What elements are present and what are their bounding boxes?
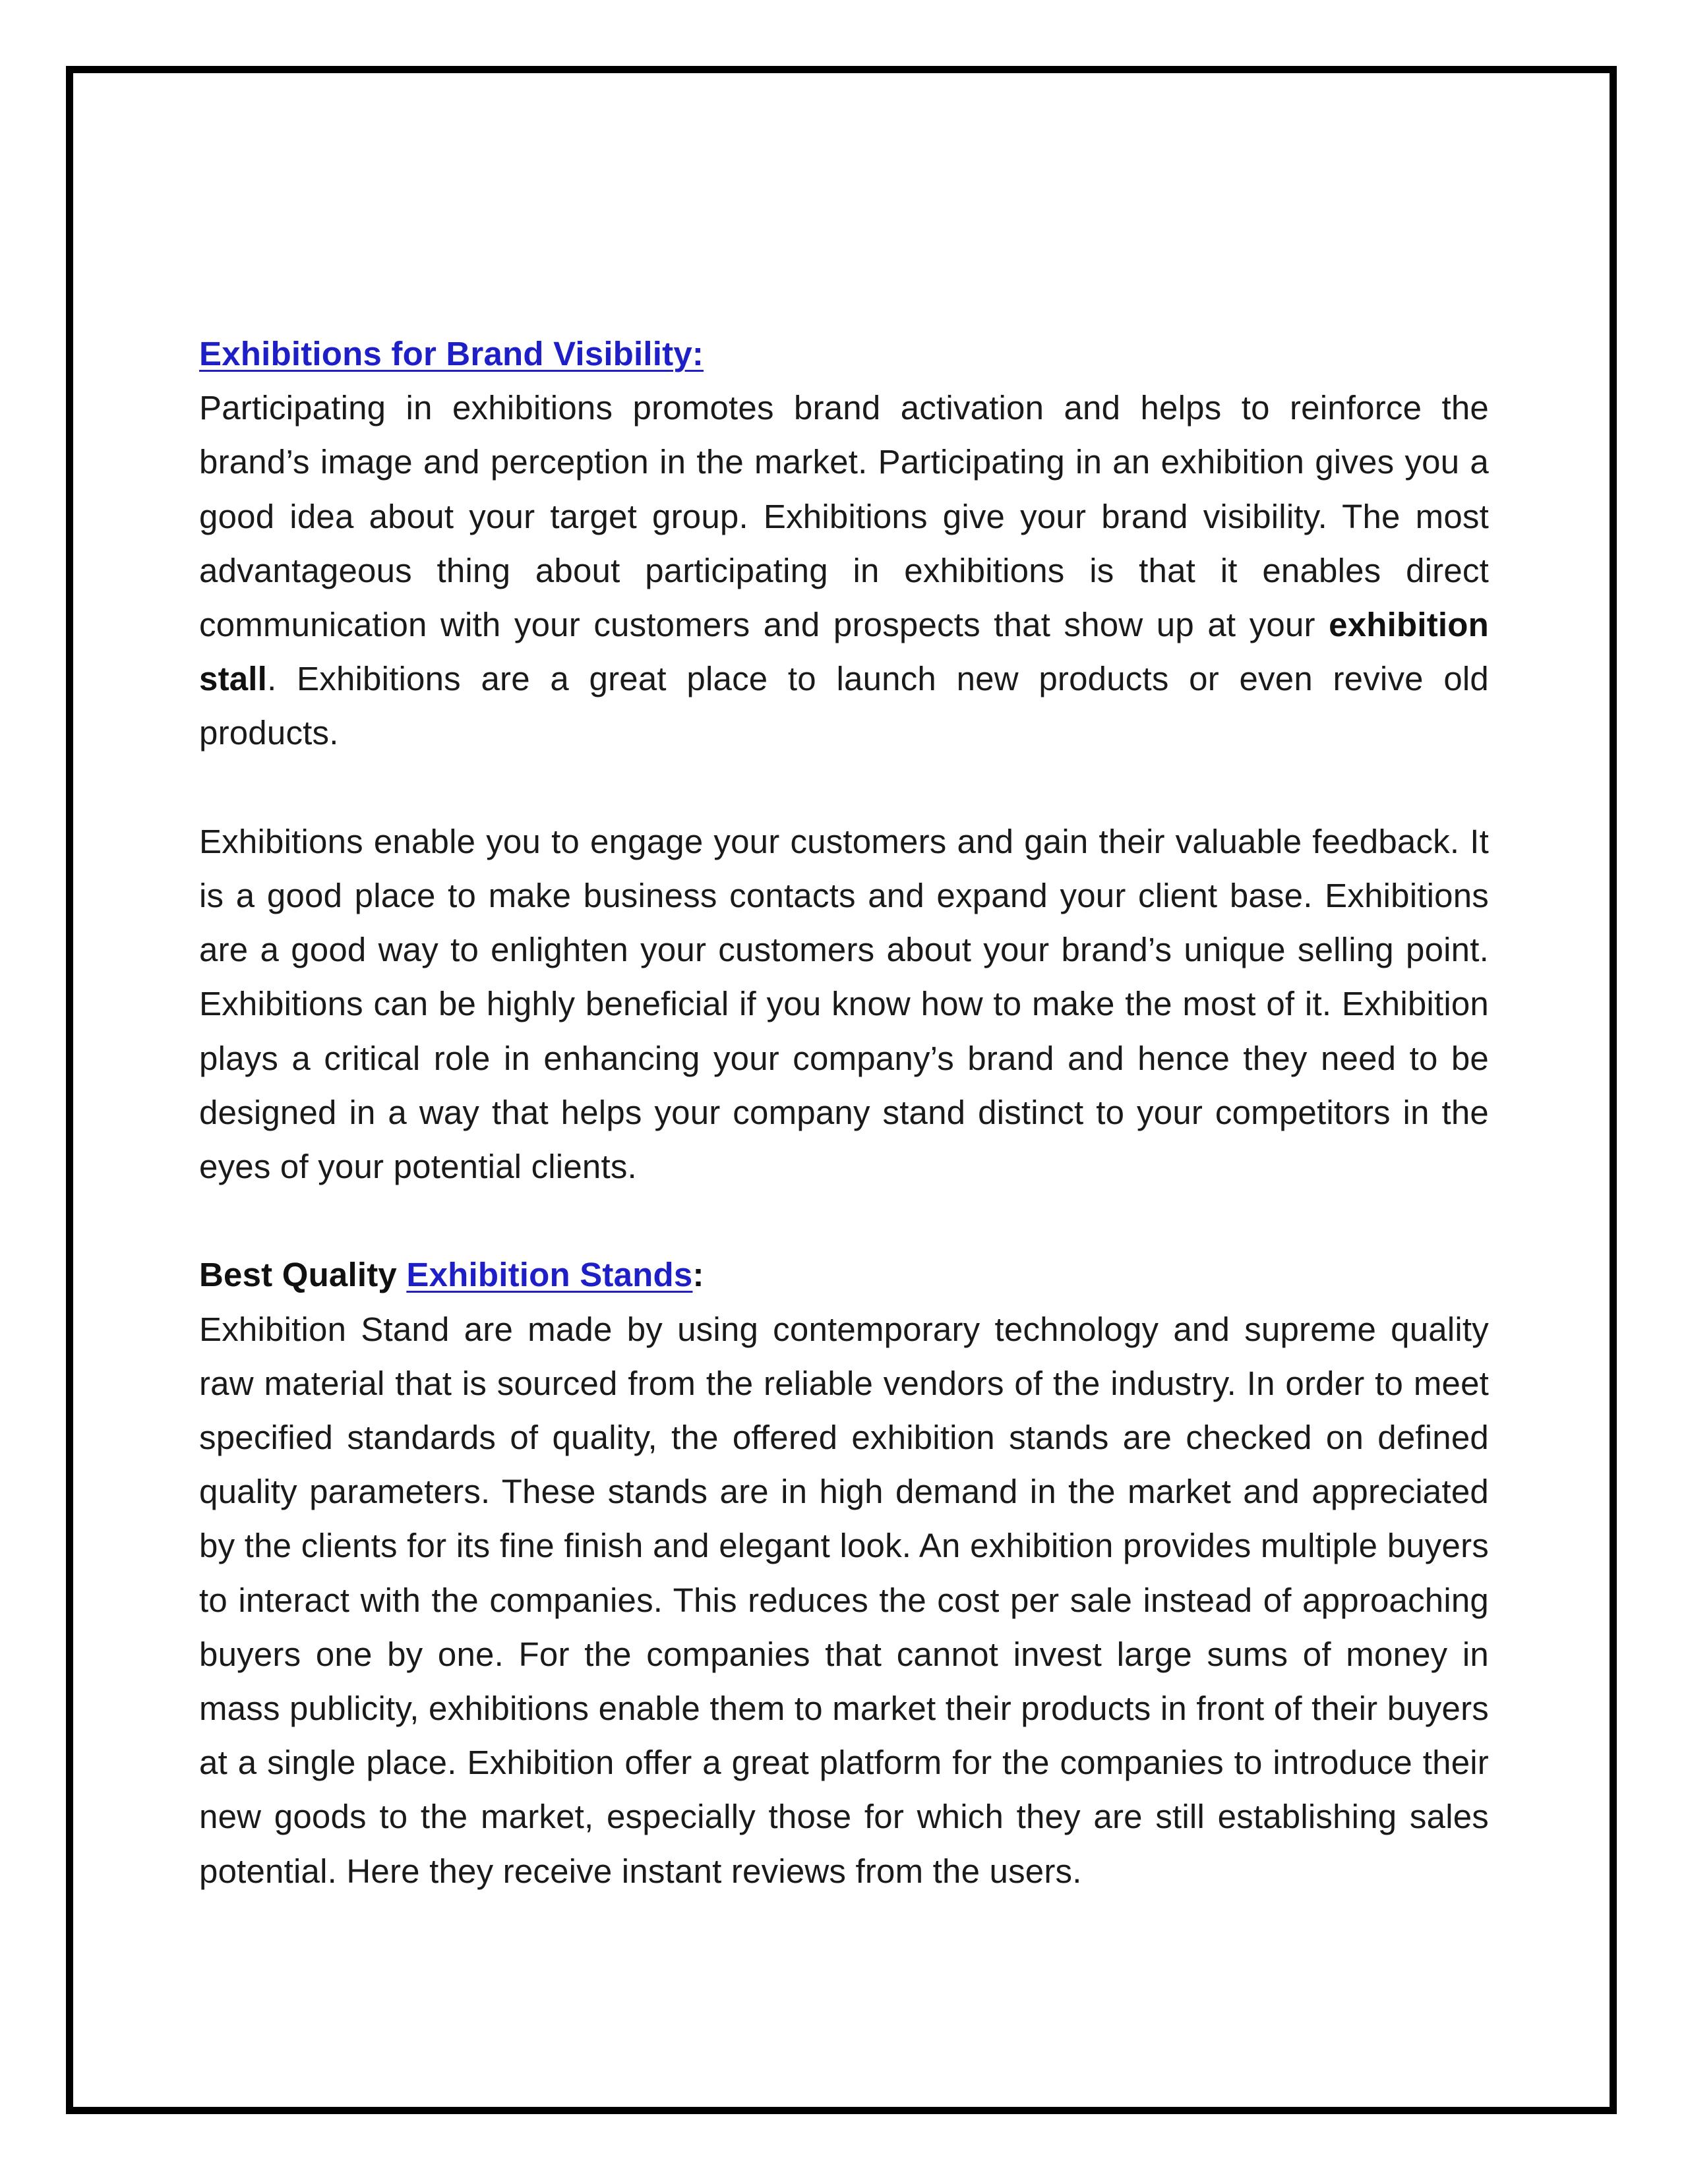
paragraph-spacer <box>199 1194 1489 1248</box>
paragraph-text: . Exhibitions are a great place to launch new products or even revive old products. <box>199 660 1489 752</box>
brand-visibility-heading-link[interactable]: Exhibitions for Brand Visibility: <box>199 335 704 372</box>
document-body <box>199 327 1489 1899</box>
section-heading-brand-visibility <box>199 327 1489 381</box>
best-quality-paragraph: Exhibition Stand are made by using contemporary technology and supreme quality raw material that is sourced from the reliable vendors of the industry. In order to meet specified standards of quality, the offered exhibition stands are checked on defined quality parameters. These stands are in high demand in the market and appreciated by the clients for its fine finish and elegant look. An exhibition provides multiple buyers to interact with the companies. This reduces the cost per sale instead of approaching buyers one by one. For the companies that cannot invest large sums of money in mass publicity, exhibitions enable them to market their products in front of their buyers at a single place. Exhibition offer a great platform for the companies to introduce their new goods to the market, especially those for which they are still establishing sales potential. Here they receive instant reviews from the users. <box>199 1310 1489 1890</box>
paragraph-spacer <box>199 761 1489 815</box>
brand-visibility-paragraph-2: Exhibitions enable you to engage your customers and gain their valuable feedback. It is a good place to make business contacts and expand your client base. Exhibitions are a good way to enlighten your customers about your brand’s unique selling point. Exhibitions can be highly beneficial if you know how to make the most of it. Exhibition plays a critical role in enhancing your company’s brand and hence they need to be designed in a way that helps your company stand distinct to your competitors in the eyes of your potential clients. <box>199 822 1489 1186</box>
paragraph-text: Participating in exhibitions promotes brand activation and helps to reinforce the brand’s image and perception in the market. Participating in an exhibition gives you a good idea about your target group. Exhibitions give your brand visibility. The most advantageous thing about participating in exhibitions is that it enables direct communication with your customers and prospects that show up at your <box>199 389 1489 644</box>
exhibition-stall-bold-term: exhibition stall <box>199 606 1489 698</box>
brand-visibility-paragraph-1 <box>199 381 1489 760</box>
heading-suffix-text: : <box>692 1256 704 1294</box>
section-heading-best-quality <box>199 1248 1489 1302</box>
heading-prefix-text: Best Quality <box>199 1256 407 1294</box>
exhibition-stands-link[interactable]: Exhibition Stands <box>406 1256 693 1294</box>
